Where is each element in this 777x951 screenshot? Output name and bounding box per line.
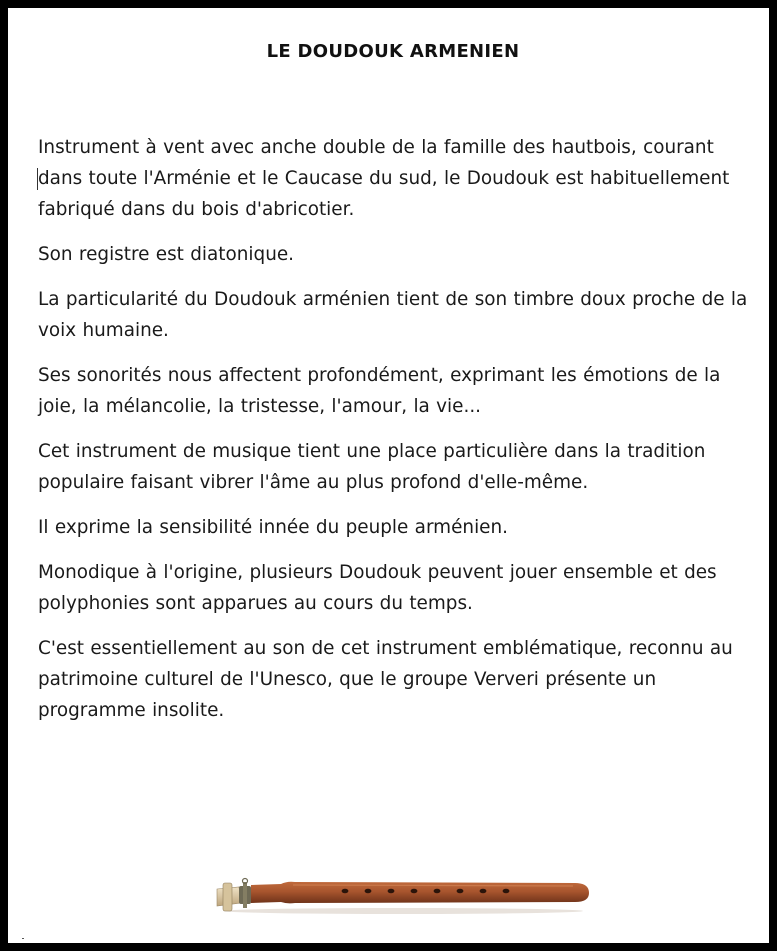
document-title: LE DOUDOUK ARMENIEN: [266, 41, 520, 62]
paragraph: Son registre est diatonique.: [38, 244, 295, 265]
document-page: [8, 8, 769, 943]
paragraph: La particularité du Doudouk arménien tient de son timbre doux proche de la voix humaine.: [38, 289, 748, 341]
paragraph: Monodique à l'origine, plusieurs Doudouk peuvent jouer ensemble et des polyphonies sont apparues au cours du temps.: [38, 562, 717, 614]
document-body: [38, 132, 754, 740]
paragraph: Instrument à vent avec anche double de la famille des hautbois, courant dans toute l'Arménie et le Caucase du sud, le Doudouk est habituellement fabriqué dans du bois d'abricotier.: [38, 137, 730, 220]
duduk-instrument-icon: [203, 873, 593, 921]
paragraph: Ses sonorités nous affectent profondément, exprimant les émotions de la joie, la mélancolie, la tristesse, l'amour, la vie...: [38, 365, 721, 417]
corner-mark: [22, 938, 24, 939]
paragraph: Cet instrument de musique tient une place particulière dans la tradition populaire faisant vibrer l'âme au plus profond d'elle-même.: [38, 441, 706, 493]
paragraph: Il exprime la sensibilité innée du peuple arménien.: [38, 517, 508, 538]
paragraph: C'est essentiellement au son de cet instrument emblématique, reconnu au patrimoine culturel de l'Unesco, que le groupe Ververi présente un programme insolite.: [38, 638, 733, 721]
